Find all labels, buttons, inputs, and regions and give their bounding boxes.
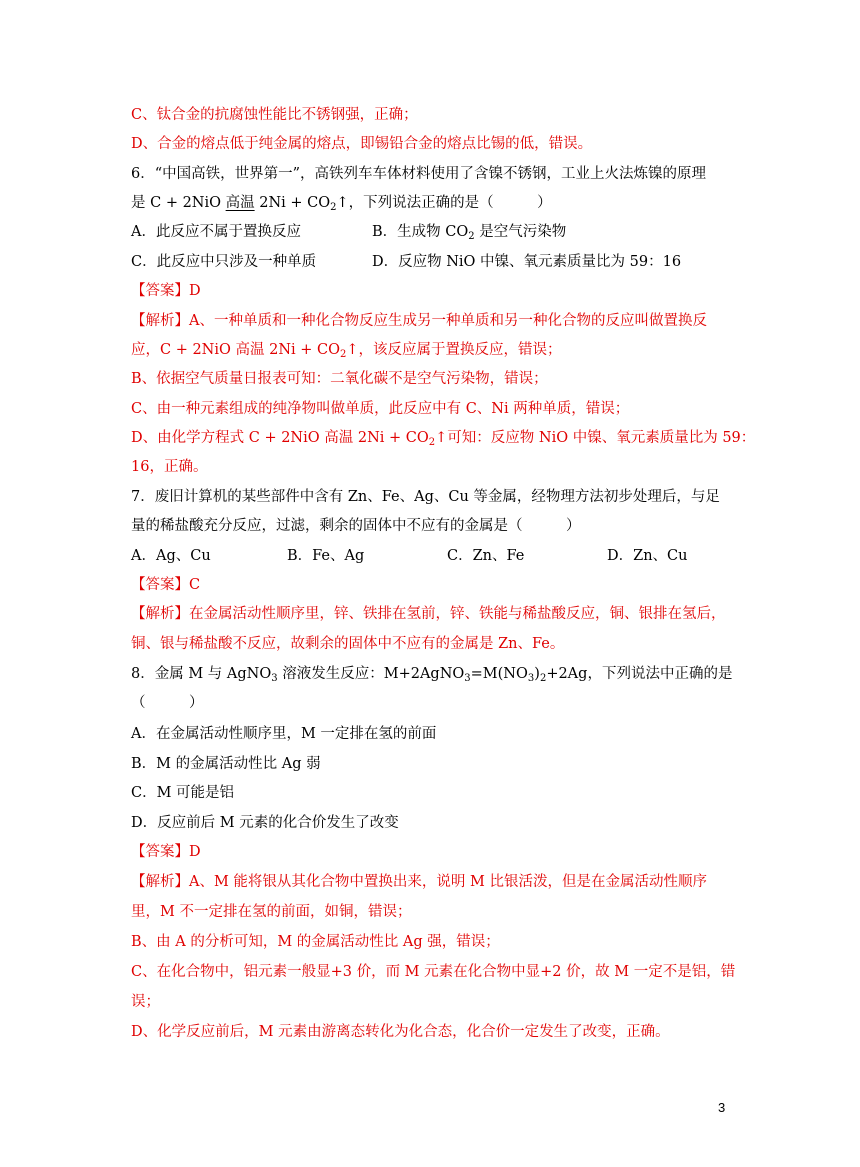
question-8-stem: （ ） — [131, 695, 204, 711]
text-span: ) — [534, 666, 540, 682]
option-c: C．M 可能是铝 — [131, 785, 235, 801]
explanation-line: B、依据空气质量日报表可知：二氧化碳不是空气污染物，错误； — [131, 371, 548, 387]
question-6-equation — [131, 193, 552, 213]
text-span: ↑，该反应属于置换反应，错误； — [346, 342, 562, 358]
subscript: 3 — [527, 673, 535, 684]
reaction-condition: 高温 — [225, 195, 255, 211]
option-a: A．此反应不属于置换反应 — [131, 224, 301, 240]
text-span: +2Ag，下列说法中正确的是 — [546, 666, 733, 682]
option-a: A．在金属活动性顺序里，M 一定排在氢的前面 — [131, 726, 437, 742]
option-c: C．Zn、Fe — [447, 548, 525, 564]
option-d: D．反应物 NiO 中镍、氧元素质量比为 59：16 — [372, 254, 682, 270]
explanation-line: 【解析】在金属活动性顺序里，锌、铁排在氢前，锌、铁能与稀盐酸反应，铜、银排在氢后， — [131, 606, 726, 622]
explanation-line: C、在化合物中，铝元素一般显+3 价，而 M 元素在化合物中显+2 价，故 M 一定不是铝，错 — [131, 964, 736, 980]
text-span: B．生成物 CO — [372, 224, 469, 240]
text-span: =M(NO — [470, 666, 528, 682]
explanation-line: 16，正确。 — [131, 459, 208, 475]
page-number: 3 — [718, 1100, 726, 1115]
text-line: D、合金的熔点低于纯金属的熔点，即锡铅合金的熔点比锡的低，错误。 — [131, 136, 593, 152]
explanation-line — [131, 428, 755, 448]
subscript: 2 — [539, 673, 547, 684]
explanation-line: D、化学反应前后，M 元素由游离态转化为化合态，化合价一定发生了改变，正确。 — [131, 1024, 670, 1040]
answer-label: 【答案】D — [131, 844, 201, 860]
text-line: C、钛合金的抗腐蚀性能比不锈钢强，正确； — [131, 107, 418, 123]
explanation-line: C、由一种元素组成的纯净物叫做单质，此反应中有 C、Ni 两种单质，错误； — [131, 401, 630, 417]
text-span: 溶液发生反应：M+2AgNO — [277, 666, 465, 682]
option-b: B．M 的金属活动性比 Ag 弱 — [131, 756, 321, 772]
explanation-line: 【解析】A、M 能将银从其化合物中置换出来，说明 M 比银活泼，但是在金属活动性顺序 — [131, 874, 707, 890]
text-span: 是 C + 2NiO — [131, 195, 226, 211]
answer-label: 【答案】D — [131, 283, 201, 299]
explanation-line: 铜、银与稀盐酸不反应，故剩余的固体中不应有的金属是 Zn、Fe。 — [131, 636, 565, 652]
option-a: A．Ag、Cu — [131, 548, 211, 564]
text-span: 2Ni + CO — [254, 195, 331, 211]
option-d: D．Zn、Cu — [607, 548, 688, 564]
subscript: 2 — [340, 349, 347, 360]
text-span: ↑，下列说法正确的是（ ） — [336, 195, 552, 211]
subscript: 2 — [428, 437, 436, 448]
subscript: 2 — [468, 231, 475, 242]
text-span: D、由化学方程式 C + 2NiO 高温 2Ni + CO — [131, 430, 429, 446]
explanation-line: B、由 A 的分析可知，M 的金属活动性比 Ag 强，错误； — [131, 934, 500, 950]
explanation-line: 误； — [131, 994, 160, 1010]
option-b: B．Fe、Ag — [287, 548, 365, 564]
subscript: 3 — [464, 673, 471, 684]
text-span: ↑可知：反应物 NiO 中镍、氧元素质量比为 59： — [435, 430, 756, 446]
explanation-line — [131, 340, 562, 360]
question-7-stem: 7．废旧计算机的某些部件中含有 Zn、Fe、Ag、Cu 等金属，经物理方法初步处理后，与足 — [131, 489, 720, 505]
text-span: 是空气污染物 — [474, 224, 567, 240]
option-b — [372, 222, 566, 242]
subscript: 2 — [330, 202, 337, 213]
question-7-stem: 量的稀盐酸充分反应，过滤，剩余的固体中不应有的金属是（ ） — [131, 518, 581, 534]
text-span: 8．金属 M 与 AgNO — [131, 666, 272, 682]
answer-label: 【答案】C — [131, 577, 201, 593]
explanation-line: 【解析】A、一种单质和一种化合物反应生成另一种单质和另一种化合物的反应叫做置换反 — [131, 313, 707, 329]
option-c: C．此反应中只涉及一种单质 — [131, 254, 317, 270]
question-8-stem — [131, 664, 732, 684]
option-d: D．反应前后 M 元素的化合价发生了改变 — [131, 815, 399, 831]
text-span: 应，C + 2NiO 高温 2Ni + CO — [131, 342, 341, 358]
question-6-stem: 6．“中国高铁，世界第一”，高铁列车车体材料使用了含镍不锈钢，工业上火法炼镍的原理 — [131, 166, 707, 182]
explanation-line: 里，M 不一定排在氢的前面，如铜，错误； — [131, 904, 412, 920]
subscript: 3 — [271, 673, 278, 684]
